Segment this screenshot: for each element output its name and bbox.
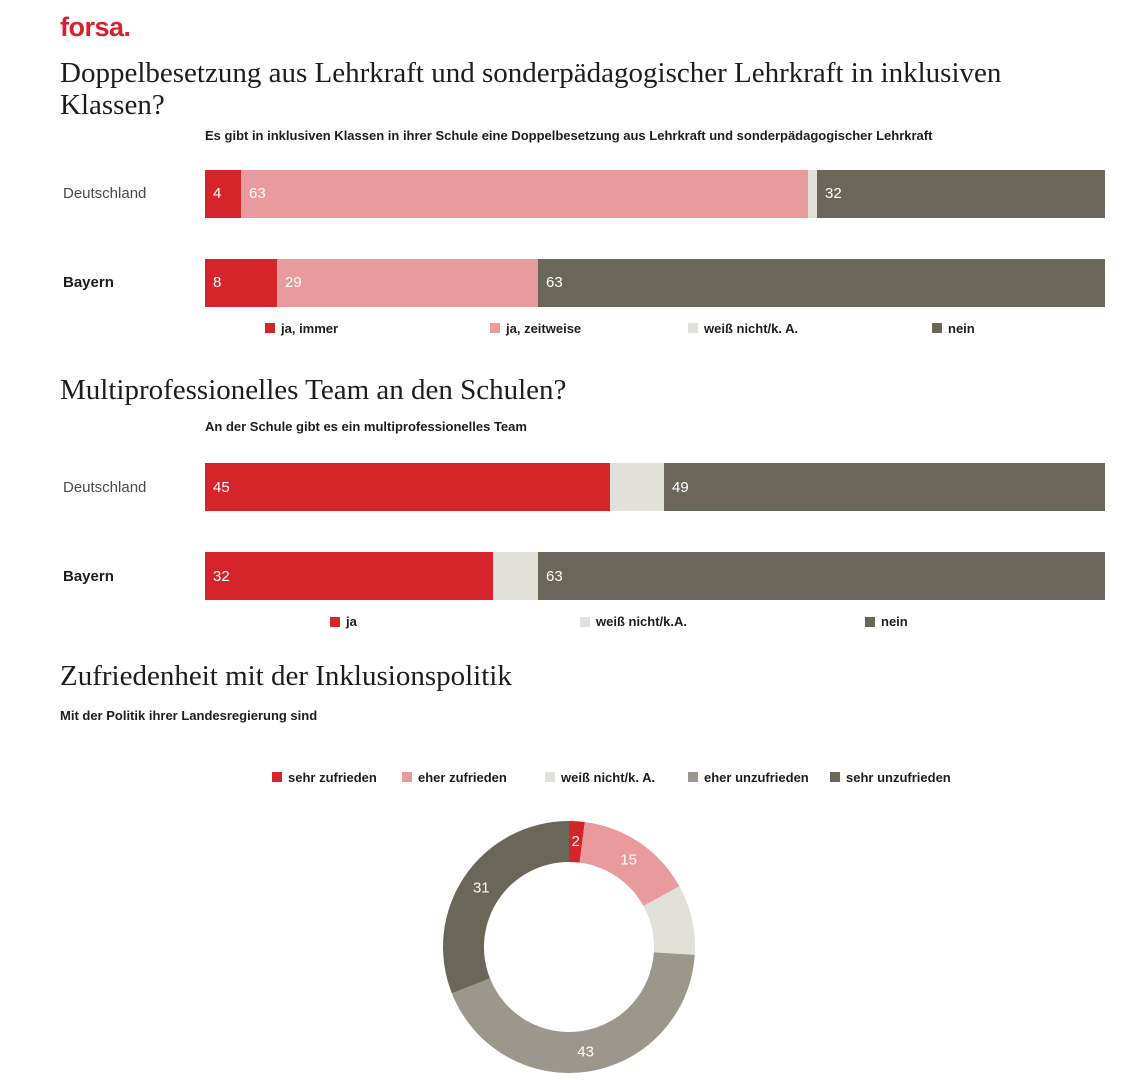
- bar-segment-nein: [664, 463, 1105, 511]
- legend-swatch-wei-nicht-k-a: [545, 772, 555, 782]
- bar-segment-ja: [205, 463, 610, 511]
- bar-row-bayern: [60, 259, 1105, 307]
- bar-segment-nein: [817, 170, 1105, 218]
- section-title-doppelbesetzung: Doppelbesetzung aus Lehrkraft und sonderpädagogischer Lehrkraft in inklusiven Klassen?: [60, 57, 1002, 122]
- legend-swatch-nein: [865, 617, 875, 627]
- bar-track: [205, 170, 1105, 218]
- bar-segment-ja-immer: [205, 170, 241, 218]
- legend-label: eher unzufrieden: [704, 769, 809, 785]
- legend-label: eher zufrieden: [418, 769, 507, 785]
- section-title-multiprofessionelles-team: Multiprofessionelles Team an den Schulen?: [60, 373, 567, 406]
- donut-svg: [438, 816, 700, 1078]
- bar-segment-ja-zeitweise: [277, 259, 538, 307]
- stacked-bar-chart-doppelbesetzung: [60, 170, 1105, 337]
- bar-segment-nein: [538, 259, 1105, 307]
- legend-swatch-ja-immer: [265, 323, 275, 333]
- legend-item-nein: [865, 614, 908, 629]
- legend-swatch-nein: [932, 323, 942, 333]
- legend-swatch-eher-zufrieden: [402, 772, 412, 782]
- legend-label: nein: [948, 320, 975, 336]
- bar-value-label: 4: [213, 185, 222, 203]
- legend-item-eher-zufrieden: [402, 770, 507, 785]
- bar-segment-ja: [205, 552, 493, 600]
- bar-rows: [60, 170, 1105, 307]
- legend-label: ja, zeitweise: [506, 320, 582, 336]
- legend-swatch-wei-nicht-k-a: [580, 617, 590, 627]
- bar-value-label: 49: [672, 478, 689, 496]
- legend-item-sehr-zufrieden: [272, 770, 377, 785]
- bar-segment-ja-immer: [205, 259, 277, 307]
- bar-value-label: 63: [249, 185, 266, 203]
- donut-value-label: 31: [472, 879, 490, 897]
- donut-graphic: [60, 816, 1105, 1078]
- chart-subtitle-doppelbesetzung: Es gibt in inklusiven Klassen in ihrer Schule eine Doppelbesetzung aus Lehrkraft und sonderpädagogischer Lehrkraft: [205, 127, 933, 143]
- legend-label: ja, immer: [281, 320, 339, 336]
- forsa-logo: forsa.: [60, 12, 131, 42]
- bar-rows: [60, 463, 1105, 600]
- bar-row-bayern: [60, 552, 1105, 600]
- bar-segment-wei-nicht-k-a: [610, 463, 664, 511]
- legend-item-ja: [330, 614, 357, 629]
- legend-swatch-ja: [330, 617, 340, 627]
- section-title-zufriedenheit: Zufriedenheit mit der Inklusionspolitik: [60, 660, 512, 693]
- legend-item-wei-nicht-k-a: [545, 770, 655, 785]
- bar-value-label: 32: [213, 567, 230, 585]
- legend: [205, 321, 1105, 337]
- stacked-bar-chart-multiprofessionelles-team: [60, 463, 1105, 630]
- category-label: Deutschland: [63, 478, 147, 496]
- legend-label: sehr unzufrieden: [846, 769, 951, 785]
- bar-segment-wei-nicht-k-a: [808, 170, 817, 218]
- category-label: Deutschland: [63, 185, 147, 203]
- legend-swatch-wei-nicht-k-a: [688, 323, 698, 333]
- donut-value-label: 15: [620, 851, 637, 869]
- legend-item-ja-immer: [265, 321, 338, 336]
- legend-item-sehr-unzufrieden: [830, 770, 951, 785]
- bar-row-deutschland: [60, 170, 1105, 218]
- donut-value-label: 2: [571, 833, 580, 851]
- legend-label: sehr zufrieden: [288, 769, 377, 785]
- legend-label: weiß nicht/k. A.: [704, 320, 799, 336]
- legend-swatch-ja-zeitweise: [490, 323, 500, 333]
- legend-item-ja-zeitweise: [490, 321, 581, 336]
- bar-value-label: 29: [285, 274, 302, 292]
- legend: [60, 770, 1105, 786]
- bar-value-label: 8: [213, 274, 222, 292]
- legend: [205, 614, 1105, 630]
- category-label: Bayern: [63, 274, 114, 292]
- bar-segment-wei-nicht-k-a: [493, 552, 538, 600]
- donut-value-label: 43: [577, 1043, 594, 1061]
- legend-label: weiß nicht/k.A.: [596, 614, 688, 630]
- legend-swatch-sehr-unzufrieden: [830, 772, 840, 782]
- bar-track: [205, 552, 1105, 600]
- category-label: Bayern: [63, 567, 114, 585]
- legend-label: weiß nicht/k. A.: [561, 769, 656, 785]
- bar-value-label: 63: [546, 567, 563, 585]
- bar-value-label: 63: [546, 274, 563, 292]
- legend-label: nein: [881, 614, 908, 630]
- chart-subtitle-zufriedenheit: Mit der Politik ihrer Landesregierung sind: [60, 707, 318, 723]
- chart-subtitle-multiprofessionelles-team: An der Schule gibt es ein multiprofessionelles Team: [205, 419, 527, 435]
- bar-segment-ja-zeitweise: [241, 170, 808, 218]
- legend-label: ja: [346, 614, 357, 630]
- bar-segment-nein: [538, 552, 1105, 600]
- donut-chart-zufriedenheit: [60, 770, 1105, 1078]
- legend-item-wei-nicht-k-a: [580, 614, 687, 629]
- legend-item-wei-nicht-k-a: [688, 321, 798, 336]
- legend-item-nein: [932, 321, 975, 336]
- bar-row-deutschland: [60, 463, 1105, 511]
- donut-slice-eher-unzufrieden: [452, 952, 695, 1073]
- bar-track: [205, 259, 1105, 307]
- bar-value-label: 32: [825, 185, 842, 203]
- legend-swatch-eher-unzufrieden: [688, 772, 698, 782]
- donut-slice-sehr-unzufrieden: [443, 821, 569, 993]
- legend-item-eher-unzufrieden: [688, 770, 809, 785]
- bar-track: [205, 463, 1105, 511]
- bar-value-label: 45: [213, 478, 230, 496]
- legend-swatch-sehr-zufrieden: [272, 772, 282, 782]
